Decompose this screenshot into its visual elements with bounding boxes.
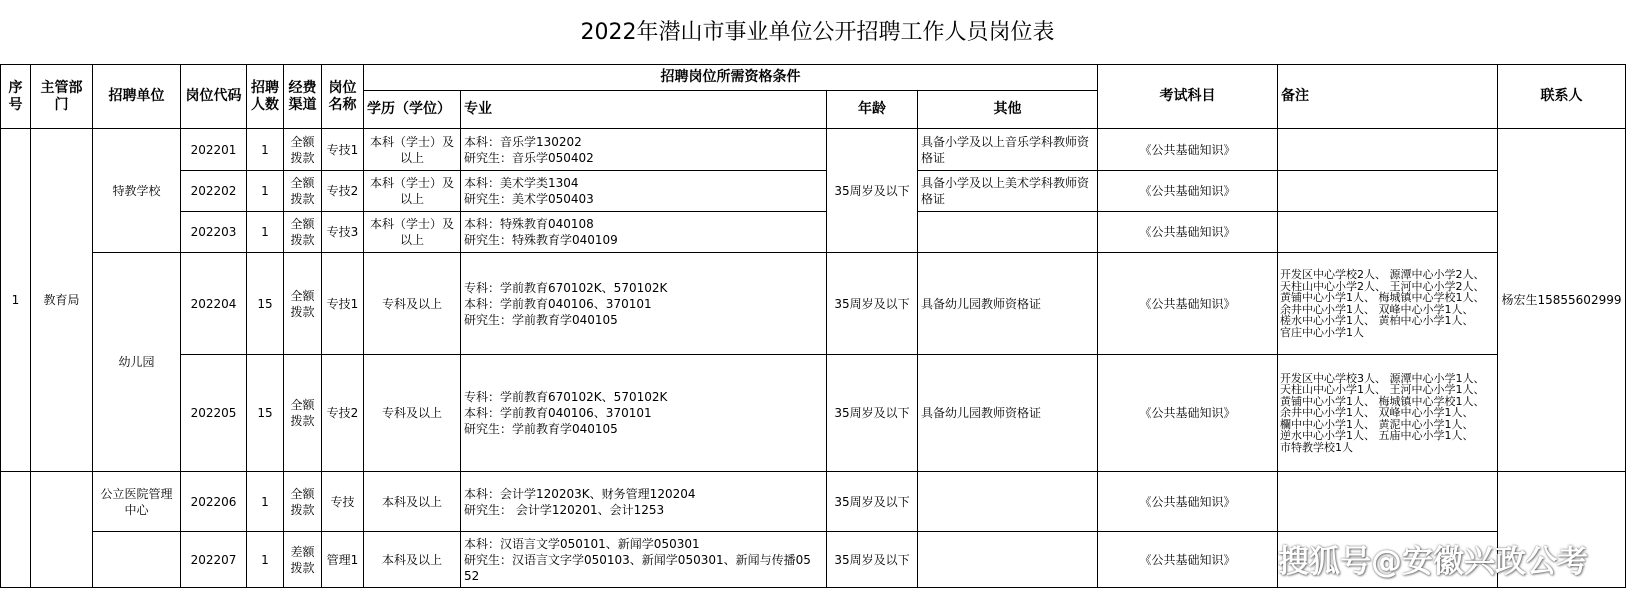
remark-line: 逆水中心小学1人、 五庙中心小学1人、	[1280, 429, 1474, 443]
exam-cell: 《公共基础知识》	[1098, 355, 1278, 472]
exam-cell: 《公共基础知识》	[1098, 129, 1278, 171]
major-line: 研究生：美术学050403	[464, 192, 594, 206]
col-header-exam: 考试科目	[1098, 65, 1278, 129]
funding-cell: 全额拨款	[284, 171, 322, 212]
major-line: 本科：学前教育040106、370101	[464, 296, 652, 311]
remark-line: 余井中心小学1人、 双峰中心小学1人、	[1280, 302, 1474, 316]
remark-line: 开发区中心学校3人、 源潭中心小学1人、	[1280, 371, 1485, 385]
page-title: 2022年潜山市事业单位公开招聘工作人员岗位表	[580, 20, 1055, 45]
post-cell: 专技2	[322, 355, 364, 472]
contact-cell: 杨宏生15855602999	[1498, 129, 1626, 472]
col-header-post: 岗位名称	[322, 65, 364, 129]
major-cell	[461, 355, 827, 472]
funding-cell: 差额拨款	[284, 532, 322, 588]
funding-cell: 全额拨款	[284, 129, 322, 171]
other-cell: 具备小学及以上音乐学科教师资格证	[918, 129, 1098, 171]
table-row	[1, 253, 1626, 355]
exam-cell: 《公共基础知识》	[1098, 253, 1278, 355]
other-cell	[918, 532, 1098, 588]
table-row	[1, 472, 1626, 532]
remark-line: 黄铺中心小学1人、 梅城镇中心学校1人、	[1280, 394, 1485, 408]
table-row	[1, 129, 1626, 171]
code-cell: 202204	[181, 253, 247, 355]
col-header-count: 招聘人数	[247, 65, 284, 129]
major-line: 专科：学前教育670102K、570102K	[464, 280, 668, 295]
major-line: 研究生：音乐学050402	[464, 150, 594, 165]
dept-cell	[31, 472, 93, 588]
education-cell: 本科（学士）及以上	[364, 129, 461, 171]
major-line: 研究生： 会计学120201、会计1253	[464, 502, 665, 517]
remark-cell	[1278, 129, 1498, 171]
post-cell: 专技1	[322, 129, 364, 171]
watermark: 搜狐号@安徽兴政公考	[1278, 544, 1588, 580]
code-cell: 202206	[181, 472, 247, 532]
count-cell: 15	[247, 355, 284, 472]
table-row	[1, 212, 1626, 253]
remark-cell	[1278, 212, 1498, 253]
funding-cell: 全额拨款	[284, 472, 322, 532]
col-header-major: 专业	[461, 91, 827, 129]
major-line: 本科：特殊教育040108	[464, 217, 594, 231]
code-cell: 202205	[181, 355, 247, 472]
exam-cell: 《公共基础知识》	[1098, 171, 1278, 212]
other-cell	[918, 212, 1098, 253]
exam-cell: 《公共基础知识》	[1098, 532, 1278, 588]
age-cell: 35周岁及以下	[827, 532, 918, 588]
major-line: 本科：学前教育040106、370101	[464, 406, 652, 420]
age-cell: 35周岁及以下	[827, 129, 918, 253]
count-cell: 1	[247, 171, 284, 212]
col-header-seq: 序号	[1, 65, 31, 129]
major-line: 本科：汉语言文学050101、新闻学050301	[464, 536, 700, 551]
header-row-1	[1, 65, 1626, 91]
education-cell: 本科（学士）及以上	[364, 171, 461, 212]
remark-line: 黄铺中心小学1人、 梅城镇中心学校1人、	[1280, 291, 1485, 304]
post-cell: 专技	[322, 472, 364, 532]
other-cell: 具备幼儿园教师资格证	[918, 355, 1098, 472]
remark-line: 市特教学校1人	[1280, 440, 1353, 454]
age-cell: 35周岁及以下	[827, 253, 918, 355]
major-line: 本科：会计学120203K、财务管理120204	[464, 486, 696, 501]
col-header-age: 年龄	[827, 91, 918, 129]
remark-line: 欄中中心小学1人、 黄泥中心小学1人、	[1280, 417, 1474, 431]
exam-cell: 《公共基础知识》	[1098, 212, 1278, 253]
major-line: 专科：学前教育670102K、570102K	[464, 390, 668, 404]
major-line: 研究生：特殊教育学040109	[464, 233, 618, 247]
remark-line: 官庄中心小学1人	[1280, 325, 1364, 339]
major-cell	[461, 129, 827, 171]
remark-cell	[1278, 171, 1498, 212]
post-cell: 专技1	[322, 253, 364, 355]
unit-cell: 公立医院管理中心	[93, 472, 181, 532]
col-header-other: 其他	[918, 91, 1098, 129]
remark-line: 天柱山中心小学1人、 王河中心小学1人、	[1280, 383, 1485, 397]
major-line: 研究生：学前教育学040105	[464, 312, 618, 327]
col-header-contact: 联系人	[1498, 65, 1626, 129]
count-cell: 1	[247, 472, 284, 532]
remark-line: 天柱山中心小学2人、 王河中心小学2人、	[1280, 279, 1485, 293]
other-cell: 具备幼儿园教师资格证	[918, 253, 1098, 355]
remark-cell	[1278, 253, 1498, 355]
education-cell: 本科（学士）及以上	[364, 212, 461, 253]
major-line: 研究生：学前教育学040105	[464, 422, 618, 436]
major-cell	[461, 472, 827, 532]
major-cell	[461, 171, 827, 212]
remark-line: 余井中心小学1人、 双峰中心小学1人、	[1280, 406, 1474, 420]
education-cell: 专科及以上	[364, 253, 461, 355]
code-cell: 202207	[181, 532, 247, 588]
col-header-qualification-group: 招聘岗位所需资格条件	[364, 65, 1098, 91]
education-cell: 本科及以上	[364, 532, 461, 588]
unit-cell: 幼儿园	[93, 253, 181, 472]
table-row	[1, 355, 1626, 472]
col-header-funding: 经费渠道	[284, 65, 322, 129]
major-cell	[461, 212, 827, 253]
count-cell: 1	[247, 532, 284, 588]
job-position-table	[0, 64, 1626, 588]
other-cell	[918, 472, 1098, 532]
unit-cell	[93, 532, 181, 588]
funding-cell: 全额拨款	[284, 212, 322, 253]
col-header-education: 学历（学位）	[364, 91, 461, 129]
count-cell: 1	[247, 212, 284, 253]
remark-cell	[1278, 472, 1498, 532]
age-cell: 35周岁及以下	[827, 355, 918, 472]
table-row	[1, 171, 1626, 212]
remark-line: 槎水中心小学1人、 黄柏中心小学1人、	[1280, 314, 1474, 327]
funding-cell: 全额拨款	[284, 355, 322, 472]
count-cell: 15	[247, 253, 284, 355]
code-cell: 202202	[181, 171, 247, 212]
dept-cell: 教育局	[31, 129, 93, 472]
education-cell: 专科及以上	[364, 355, 461, 472]
post-cell: 管理1	[322, 532, 364, 588]
funding-cell: 全额拨款	[284, 253, 322, 355]
col-header-code: 岗位代码	[181, 65, 247, 129]
education-cell: 本科及以上	[364, 472, 461, 532]
major-line: 研究生：汉语言文字学050103、新闻学050301、新闻与传播05	[464, 552, 811, 567]
major-line: 本科：美术学类1304	[464, 176, 579, 190]
code-cell: 202201	[181, 129, 247, 171]
age-cell: 35周岁及以下	[827, 472, 918, 532]
major-line: 本科：音乐学130202	[464, 134, 582, 149]
exam-cell: 《公共基础知识》	[1098, 472, 1278, 532]
remark-cell	[1278, 355, 1498, 472]
unit-cell: 特教学校	[93, 129, 181, 253]
post-cell: 专技2	[322, 171, 364, 212]
post-cell: 专技3	[322, 212, 364, 253]
col-header-remark: 备注	[1278, 65, 1498, 129]
seq-cell	[1, 472, 31, 588]
col-header-unit: 招聘单位	[93, 65, 181, 129]
major-cell	[461, 532, 827, 588]
code-cell: 202203	[181, 212, 247, 253]
other-cell: 具备小学及以上美术学科教师资格证	[918, 171, 1098, 212]
count-cell: 1	[247, 129, 284, 171]
col-header-dept: 主管部门	[31, 65, 93, 129]
seq-cell: 1	[1, 129, 31, 472]
major-cell	[461, 253, 827, 355]
major-line: 52	[464, 568, 480, 583]
remark-line: 开发区中心学校2人、 源潭中心小学2人、	[1280, 268, 1485, 281]
